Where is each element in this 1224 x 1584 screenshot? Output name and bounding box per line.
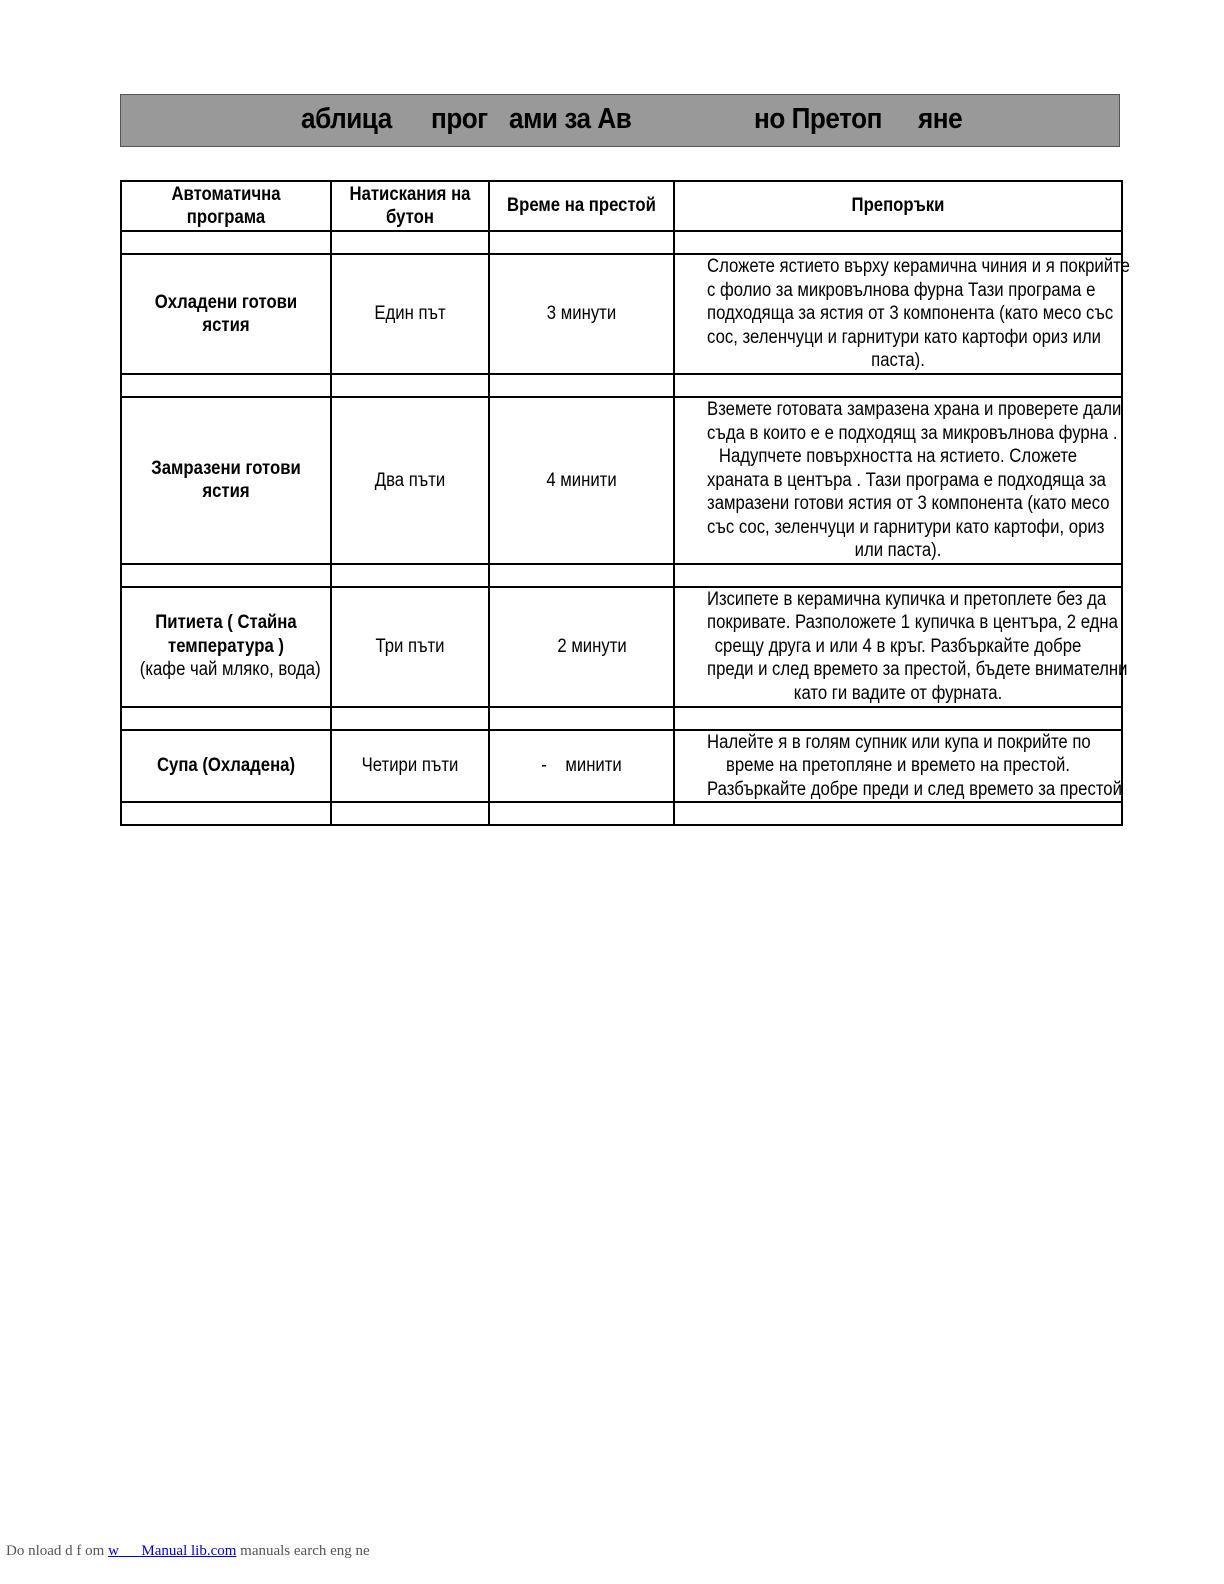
footer-prefix: Do nload d f om	[6, 1543, 105, 1559]
spacer-row	[121, 802, 1122, 825]
presses-cell: Три пъти	[331, 587, 489, 707]
table-row	[121, 587, 1122, 707]
program-cell: Замразени готови ястия	[121, 397, 331, 564]
auto-reheat-table	[120, 180, 1130, 826]
program-cell: Охладени готови ястия	[121, 254, 331, 374]
title-banner	[120, 94, 1120, 147]
header-presses: Натискания на бутон	[331, 181, 489, 231]
tips-cell: Вземете готовата замразена храна и проверете дали съда в които е е подходящ за микровълнова фурна . Надупчете повърхността на ястието. Сложете храната в центъра . Тази програма е подходяща за замразени готови ястия от 3 компонента (като месо със сос, зеленчуци и гарнитури като картофи, ориз или паста).	[674, 397, 1122, 564]
header-standing-time: Време на престой	[489, 181, 674, 231]
spacer-row	[121, 374, 1122, 397]
program-cell: Питиета ( Стайна температура ) (кафе чай мляко, вода)	[121, 587, 331, 707]
tips-cell: Изсипете в керамична купичка и претоплете без да покривате. Разположете 1 купичка в центъра, 2 една срещу друга и или 4 в кръг. Разбъркайте добре преди и след времето за престой, бъдете внимателни като ги вадите от фурната.	[674, 587, 1122, 707]
program-note: (кафе чай мляко, вода)	[139, 659, 321, 681]
title-fragment: яне	[918, 103, 963, 135]
tips-cell: Налейте я в голям супник или купа и покрийте по време на претопляне и времето на престой. Разбъркайте добре преди и след времето за престой	[674, 730, 1122, 803]
presses-cell: Четири пъти	[331, 730, 489, 803]
header-program: Автоматична програма	[121, 181, 331, 231]
tips-cell: Сложете ястието върху керамична чиния и я покрийте с фолио за микровълнова фурна Тази програма е подходяща за ястия от 3 компонента (като месо със сос, зеленчуци и гарнитури като картофи ориз или паста).	[674, 254, 1122, 374]
spacer-row	[121, 231, 1122, 254]
title-fragment: ами за Ав	[509, 103, 632, 135]
presses-cell: Един път	[331, 254, 489, 374]
table-row	[121, 730, 1122, 803]
title-fragment: аблица	[301, 103, 392, 135]
download-footer	[6, 1543, 370, 1560]
title-fragment: но Претоп	[754, 103, 882, 135]
presses-cell: Два пъти	[331, 397, 489, 564]
program-cell: Супа (Охладена)	[121, 730, 331, 803]
standing-cell: 2 минути	[489, 587, 674, 707]
table-row	[121, 397, 1122, 564]
spacer-row	[121, 564, 1122, 587]
header-row	[121, 181, 1122, 231]
title-fragment: прог	[431, 103, 488, 135]
spacer-row	[121, 707, 1122, 730]
standing-cell: - минити	[489, 730, 674, 803]
table-row	[121, 254, 1122, 374]
footer-suffix: manuals earch eng ne	[240, 1543, 370, 1559]
standing-cell: 3 минути	[489, 254, 674, 374]
standing-cell: 4 минити	[489, 397, 674, 564]
manualslib-link[interactable]: w Manual lib.com	[108, 1543, 237, 1559]
header-tips: Препоръки	[674, 181, 1122, 231]
